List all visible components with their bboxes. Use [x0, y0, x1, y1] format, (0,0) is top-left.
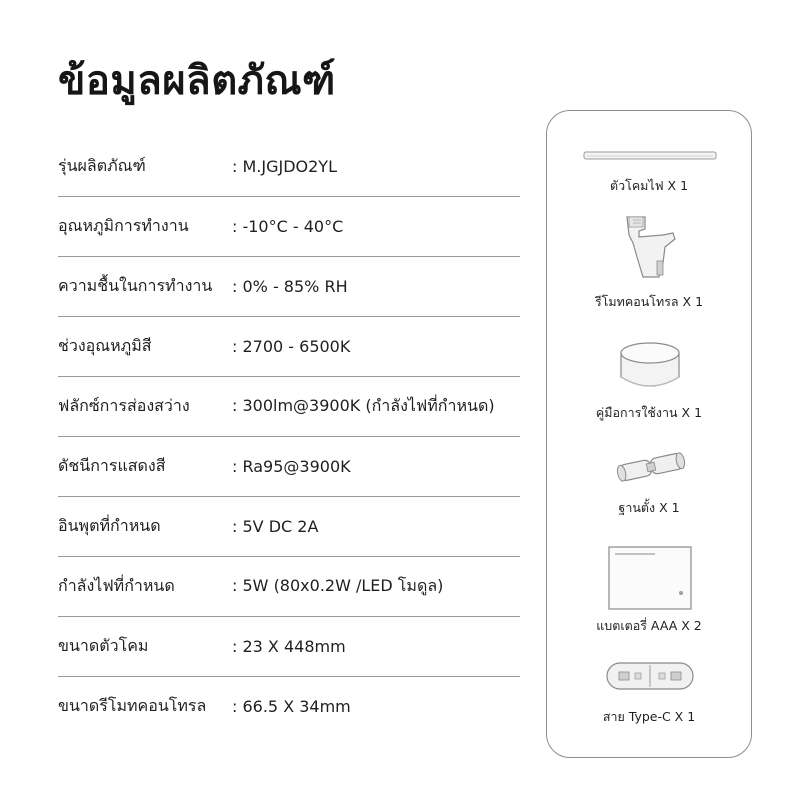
spec-label: ฟลักซ์การส่องสว่าง — [58, 396, 190, 415]
lamp-bar-icon — [583, 149, 717, 163]
battery-pair-icon — [613, 449, 689, 485]
usb-c-cable-icon — [605, 659, 695, 693]
spec-row-operating-temp — [58, 197, 520, 257]
package-contents-panel — [546, 110, 752, 758]
spec-row-luminous-flux — [58, 377, 520, 437]
spec-value: : 23 X 448mm — [232, 637, 346, 656]
spec-value: : 2700 - 6500K — [232, 337, 351, 356]
page-title: ข้อมูลผลิตภัณฑ์ — [58, 58, 336, 104]
spec-row-humidity — [58, 257, 520, 317]
spec-value: : 66.5 X 34mm — [232, 697, 351, 716]
spec-row-rated-input — [58, 497, 520, 557]
spec-row-lamp-size — [58, 617, 520, 677]
spec-row-rated-power — [58, 557, 520, 617]
package-item-label: รีโมทคอนโทรล X 1 — [594, 294, 704, 309]
spec-row-cri — [58, 437, 520, 497]
spec-label: ดัชนีการแสดงสี — [58, 456, 166, 475]
spec-label: ขนาดรีโมทคอนโทรล — [58, 696, 207, 715]
package-item-label: สาย Type-C X 1 — [602, 709, 696, 724]
spec-label: ความชื้นในการทำงาน — [58, 276, 213, 295]
spec-label: ช่วงอุณหภูมิสี — [58, 336, 152, 355]
spec-row-remote-size — [58, 677, 520, 736]
manual-booklet-icon — [607, 545, 693, 611]
spec-value: : M.JGJDO2YL — [232, 157, 337, 176]
spec-row-color-temp — [58, 317, 520, 377]
spec-row-model — [58, 137, 520, 197]
package-item-label: ฐานตั้ง X 1 — [618, 500, 680, 515]
spec-value: : 300lm@3900K (กำลังไฟที่กำหนด) — [232, 396, 495, 415]
package-item-label: แบตเตอรี่ AAA X 2 — [596, 618, 702, 633]
spec-value: : 5V DC 2A — [232, 517, 319, 536]
remote-control-icon — [619, 213, 683, 281]
spec-value: : 0% - 85% RH — [232, 277, 348, 296]
spec-label: อุณหภูมิการทำงาน — [58, 216, 189, 235]
spec-label: รุ่นผลิตภัณฑ์ — [58, 156, 146, 175]
package-item-label: ตัวโคมไฟ X 1 — [609, 178, 689, 193]
round-puck-icon — [617, 339, 683, 393]
spec-value: : Ra95@3900K — [232, 457, 351, 476]
spec-label: อินพุตที่กำหนด — [58, 516, 161, 535]
spec-value: : 5W (80x0.2W /LED โมดูล) — [232, 576, 444, 595]
spec-table — [58, 137, 520, 736]
spec-label: ขนาดตัวโคม — [58, 636, 149, 655]
package-item-label: คู่มือการใช้งาน X 1 — [595, 405, 703, 420]
spec-label: กำลังไฟที่กำหนด — [58, 576, 175, 595]
spec-value: : -10°C - 40°C — [232, 217, 344, 236]
